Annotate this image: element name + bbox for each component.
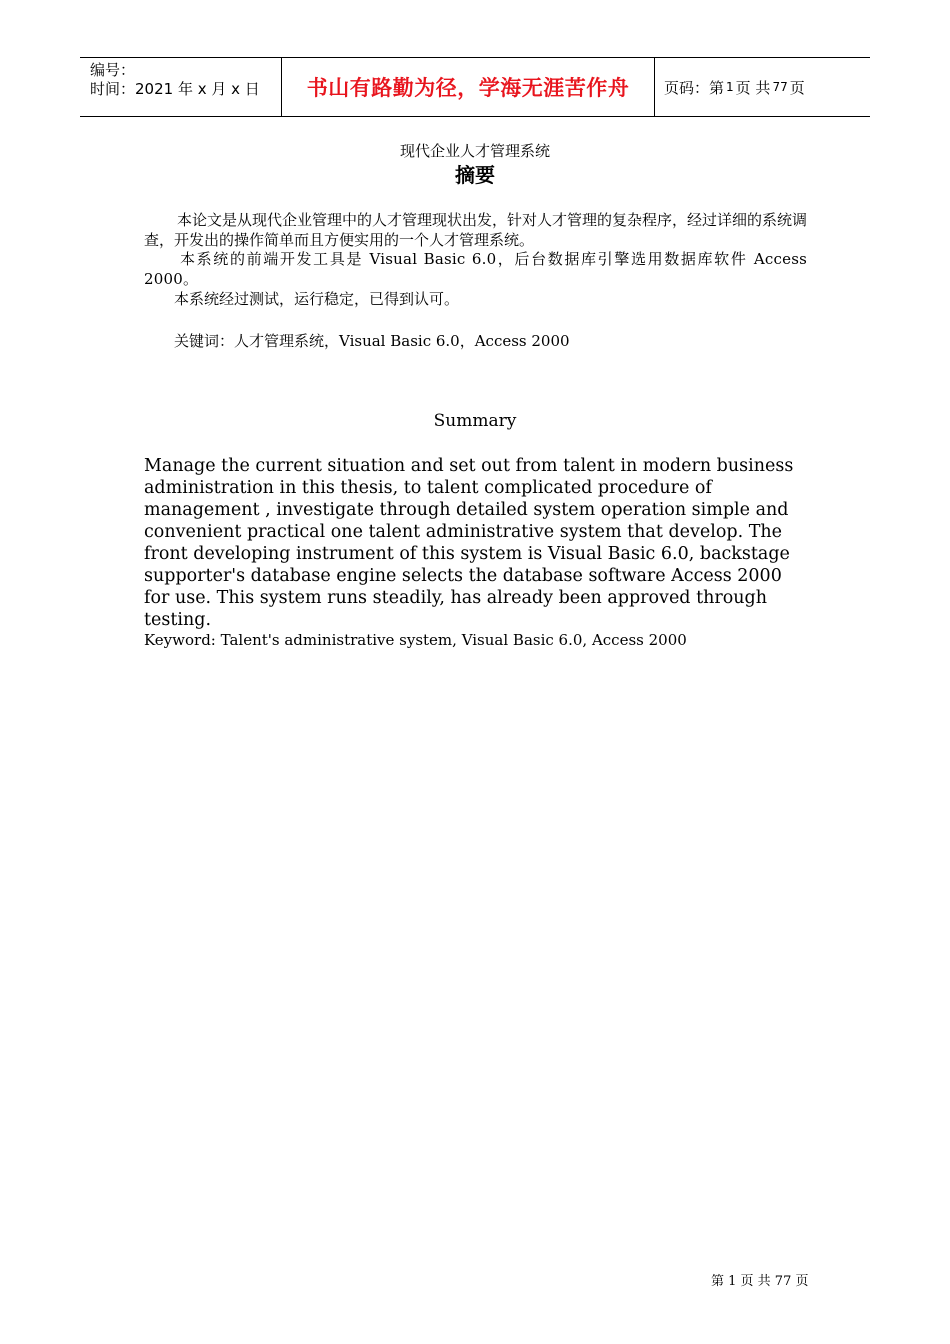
summary-heading: Summary — [433, 411, 517, 431]
header-table — [80, 57, 870, 117]
document-number-label: 编号： — [90, 61, 136, 79]
page-total: 77 — [772, 80, 788, 94]
page-suffix: 页 — [789, 78, 805, 97]
abstract-paragraph: 本系统的前端开发工具是 Visual Basic 6.0，后台数据库引擎选用数据库软件 Access 2000。 — [144, 250, 807, 288]
page-current: 1 — [726, 80, 734, 94]
header-motto-cell — [281, 58, 655, 116]
document-time-label: 时间：2021 年 x 月 x 日 — [90, 80, 260, 98]
document-title: 现代企业人才管理系统 — [399, 142, 550, 160]
header-page-cell — [655, 58, 870, 116]
keywords-chinese: 关键词：人才管理系统，Visual Basic 6.0，Access 2000 — [174, 332, 570, 350]
keywords-english: Keyword: Talent's administrative system, Visual Basic 6.0, Access 2000 — [144, 631, 687, 649]
header-motto: 书山有路勤为径，学海无涯苦作舟 — [306, 76, 630, 100]
page-prefix: 页码：第 — [664, 78, 725, 97]
abstract-paragraph: 本系统经过测试，运行稳定，已得到认可。 — [174, 290, 460, 308]
abstract-heading: 摘要 — [455, 163, 495, 187]
page-middle: 页 共 — [735, 78, 771, 97]
summary-body: Manage the current situation and set out from talent in modern business administration in this thesis, to talent complicated procedure of management , investigate through detailed system operation simple and convenient practical one talent administrative system that develop. The front developing instrument of this system is Visual Basic 6.0, backstage supporter's database engine selects the database software Access 2000 for use. This system runs steadily, has already been approved through testing. — [144, 456, 794, 630]
header-info-cell — [80, 58, 281, 116]
abstract-paragraph: 本论文是从现代企业管理中的人才管理现状出发，针对人才管理的复杂程序，经过详细的系统调查，开发出的操作简单而且方便实用的一个人才管理系统。 — [144, 211, 808, 249]
footer-page-number: 第 1 页 共 77 页 — [711, 1274, 809, 1289]
